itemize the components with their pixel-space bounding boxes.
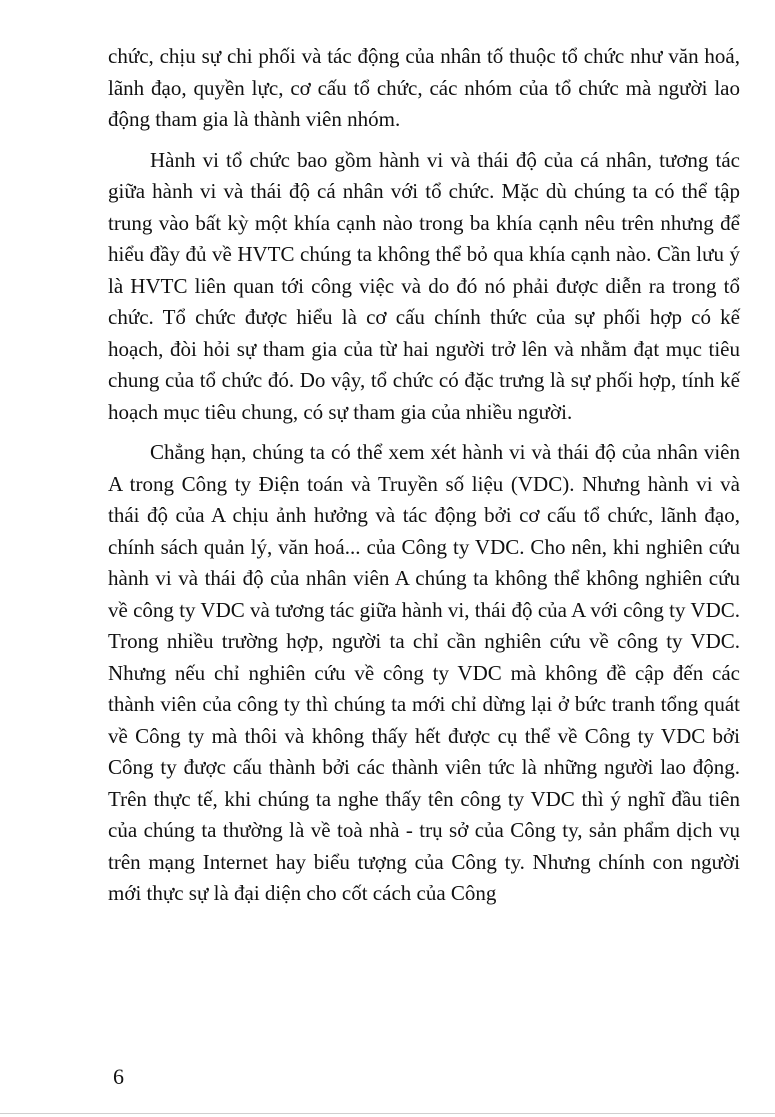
paragraph-vdc-example: Chẳng hạn, chúng ta có thể xem xét hành vi và thái độ của nhân viên A trong Công ty Điện toán và Truyền số liệu (VDC). Nhưng hành vi và thái độ của A chịu ảnh hưởng và tác động bởi cơ cấu tổ chức, lãnh đạo, chính sách quản lý, văn hoá... của Công ty VDC. Cho nên, khi nghiên cứu hành vi và thái độ của nhân viên A chúng ta không thể không nghiên cứu về công ty VDC và tương tác giữa hành vi, thái độ của A với công ty VDC. Trong nhiều trường hợp, người ta chỉ cần nghiên cứu về công ty VDC. Nhưng nếu chỉ nghiên cứu về công ty VDC mà không đề cập đến các thành viên của công ty thì chúng ta mới chỉ dừng lại ở bức tranh tổng quát về Công ty mà thôi và không thấy hết được cụ thể về Công ty VDC bởi Công ty được cấu thành bởi các thành viên tức là những người lao động. Trên thực tế, khi chúng ta nghe thấy tên công ty VDC thì ý nghĩ đầu tiên của chúng ta thường là về toà nhà - trụ sở của Công ty, sản phẩm dịch vụ trên mạng Internet hay biểu tượng của Công ty. Nhưng chính con người mới thực sự là đại diện cho cốt cách của Công bbox=[108, 440, 740, 905]
page-edge-divider bbox=[0, 1113, 775, 1114]
page-number: 6 bbox=[113, 1064, 124, 1089]
paragraph-continuation: chức, chịu sự chi phối và tác động của nhân tố thuộc tổ chức như văn hoá, lãnh đạo, quyền lực, cơ cấu tổ chức, các nhóm của tổ chức mà người lao động tham gia là thành viên nhóm. bbox=[108, 44, 740, 131]
paragraph-organizational-behavior: Hành vi tổ chức bao gồm hành vi và thái độ của cá nhân, tương tác giữa hành vi và thái độ cá nhân với tổ chức. Mặc dù chúng ta có thể tập trung vào bất kỳ một khía cạnh nào trong ba khía cạnh nêu trên nhưng để hiểu đầy đủ về HVTC chúng ta không thể bỏ qua khía cạnh nào. Cần lưu ý là HVTC liên quan tới công việc và do đó nó phải được diễn ra trong tổ chức. Tổ chức được hiểu là cơ cấu chính thức của sự phối hợp có kế hoạch, đòi hỏi sự tham gia của từ hai người trở lên và nhằm đạt mục tiêu chung của tổ chức đó. Do vậy, tổ chức có đặc trưng là sự phối hợp, tính kế hoạch mục tiêu chung, có sự tham gia của nhiều người. bbox=[108, 147, 740, 424]
body-text bbox=[108, 41, 740, 910]
